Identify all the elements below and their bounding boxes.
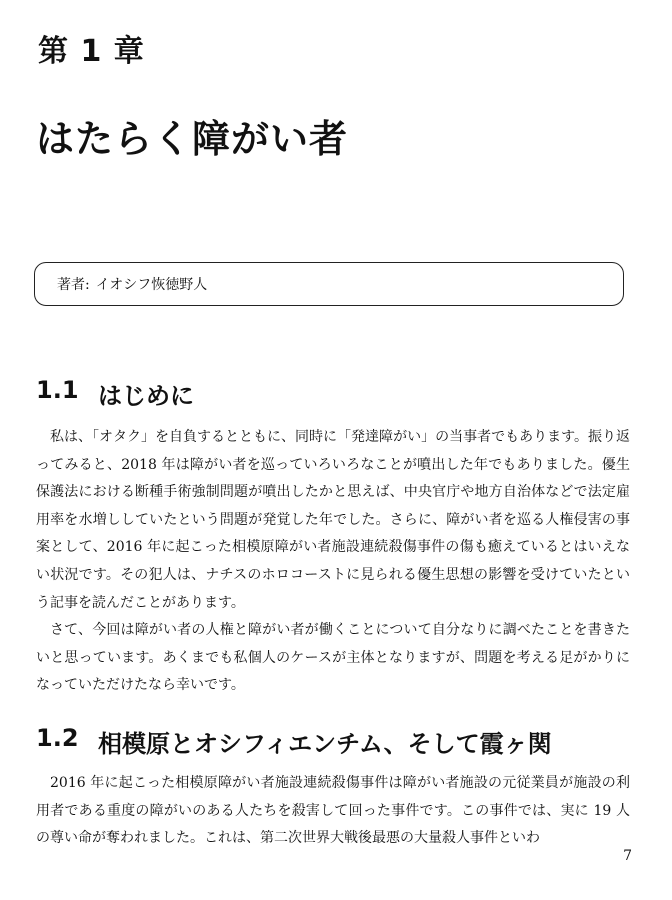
author-label: 著者: [57, 277, 90, 293]
section-heading-sagamihara [36, 724, 552, 759]
section-number: 1.1 [36, 376, 79, 404]
paragraph: 私は、「オタク」を自負するとともに、同時に「発達障がい」の当事者でもあります。振り返ってみると、2018 年は障がい者を巡っていろいろなことが噴出した年でもありました。優生保護法における断種手術強制問題が噴出したかと思えば、中央官庁や地方自治体などで法定雇用率を水増ししていたという問題が発覚した年でした。さらに、障がい者を巡る人権侵害の事案として、2016 年に起こった相模原障がい者施設連続殺傷事件の傷も癒えているとはいえない状況です。その犯人は、ナチスのホロコーストに見られる優生思想の影響を受けていたという記事を読んだことがあります。 [36, 429, 630, 611]
section-title: はじめに [98, 382, 194, 410]
paragraph: さて、今回は障がい者の人権と障がい者が働くことについて自分なりに調べたことを書きたいと思っています。あくまでも私個人のケースが主体となりますが、問題を考える足がかりになっていただけたなら幸いです。 [36, 622, 630, 694]
section-body-sagamihara [36, 770, 630, 853]
page-number: 7 [623, 848, 632, 864]
author-box [34, 262, 624, 306]
section-title: 相模原とオシフィエンチム、そして霞ヶ関 [98, 730, 552, 758]
author-name: イオシフ恢徳野人 [95, 277, 208, 293]
chapter-title: はたらく障がい者 [36, 117, 349, 161]
section-number: 1.2 [36, 724, 79, 752]
section-body-intro [36, 424, 630, 700]
chapter-number: 第 1 章 [38, 34, 145, 69]
paragraph: 2016 年に起こった相模原障がい者施設連続殺傷事件は障がい者施設の元従業員が施設の利用者である重度の障がいのある人たちを殺害して回った事件です。この事件では、実に 19 人の尊い命が奪われました。これは、第二次世界大戦後最悪の大量殺人事件といわ [36, 775, 630, 847]
section-heading-intro [36, 376, 194, 411]
